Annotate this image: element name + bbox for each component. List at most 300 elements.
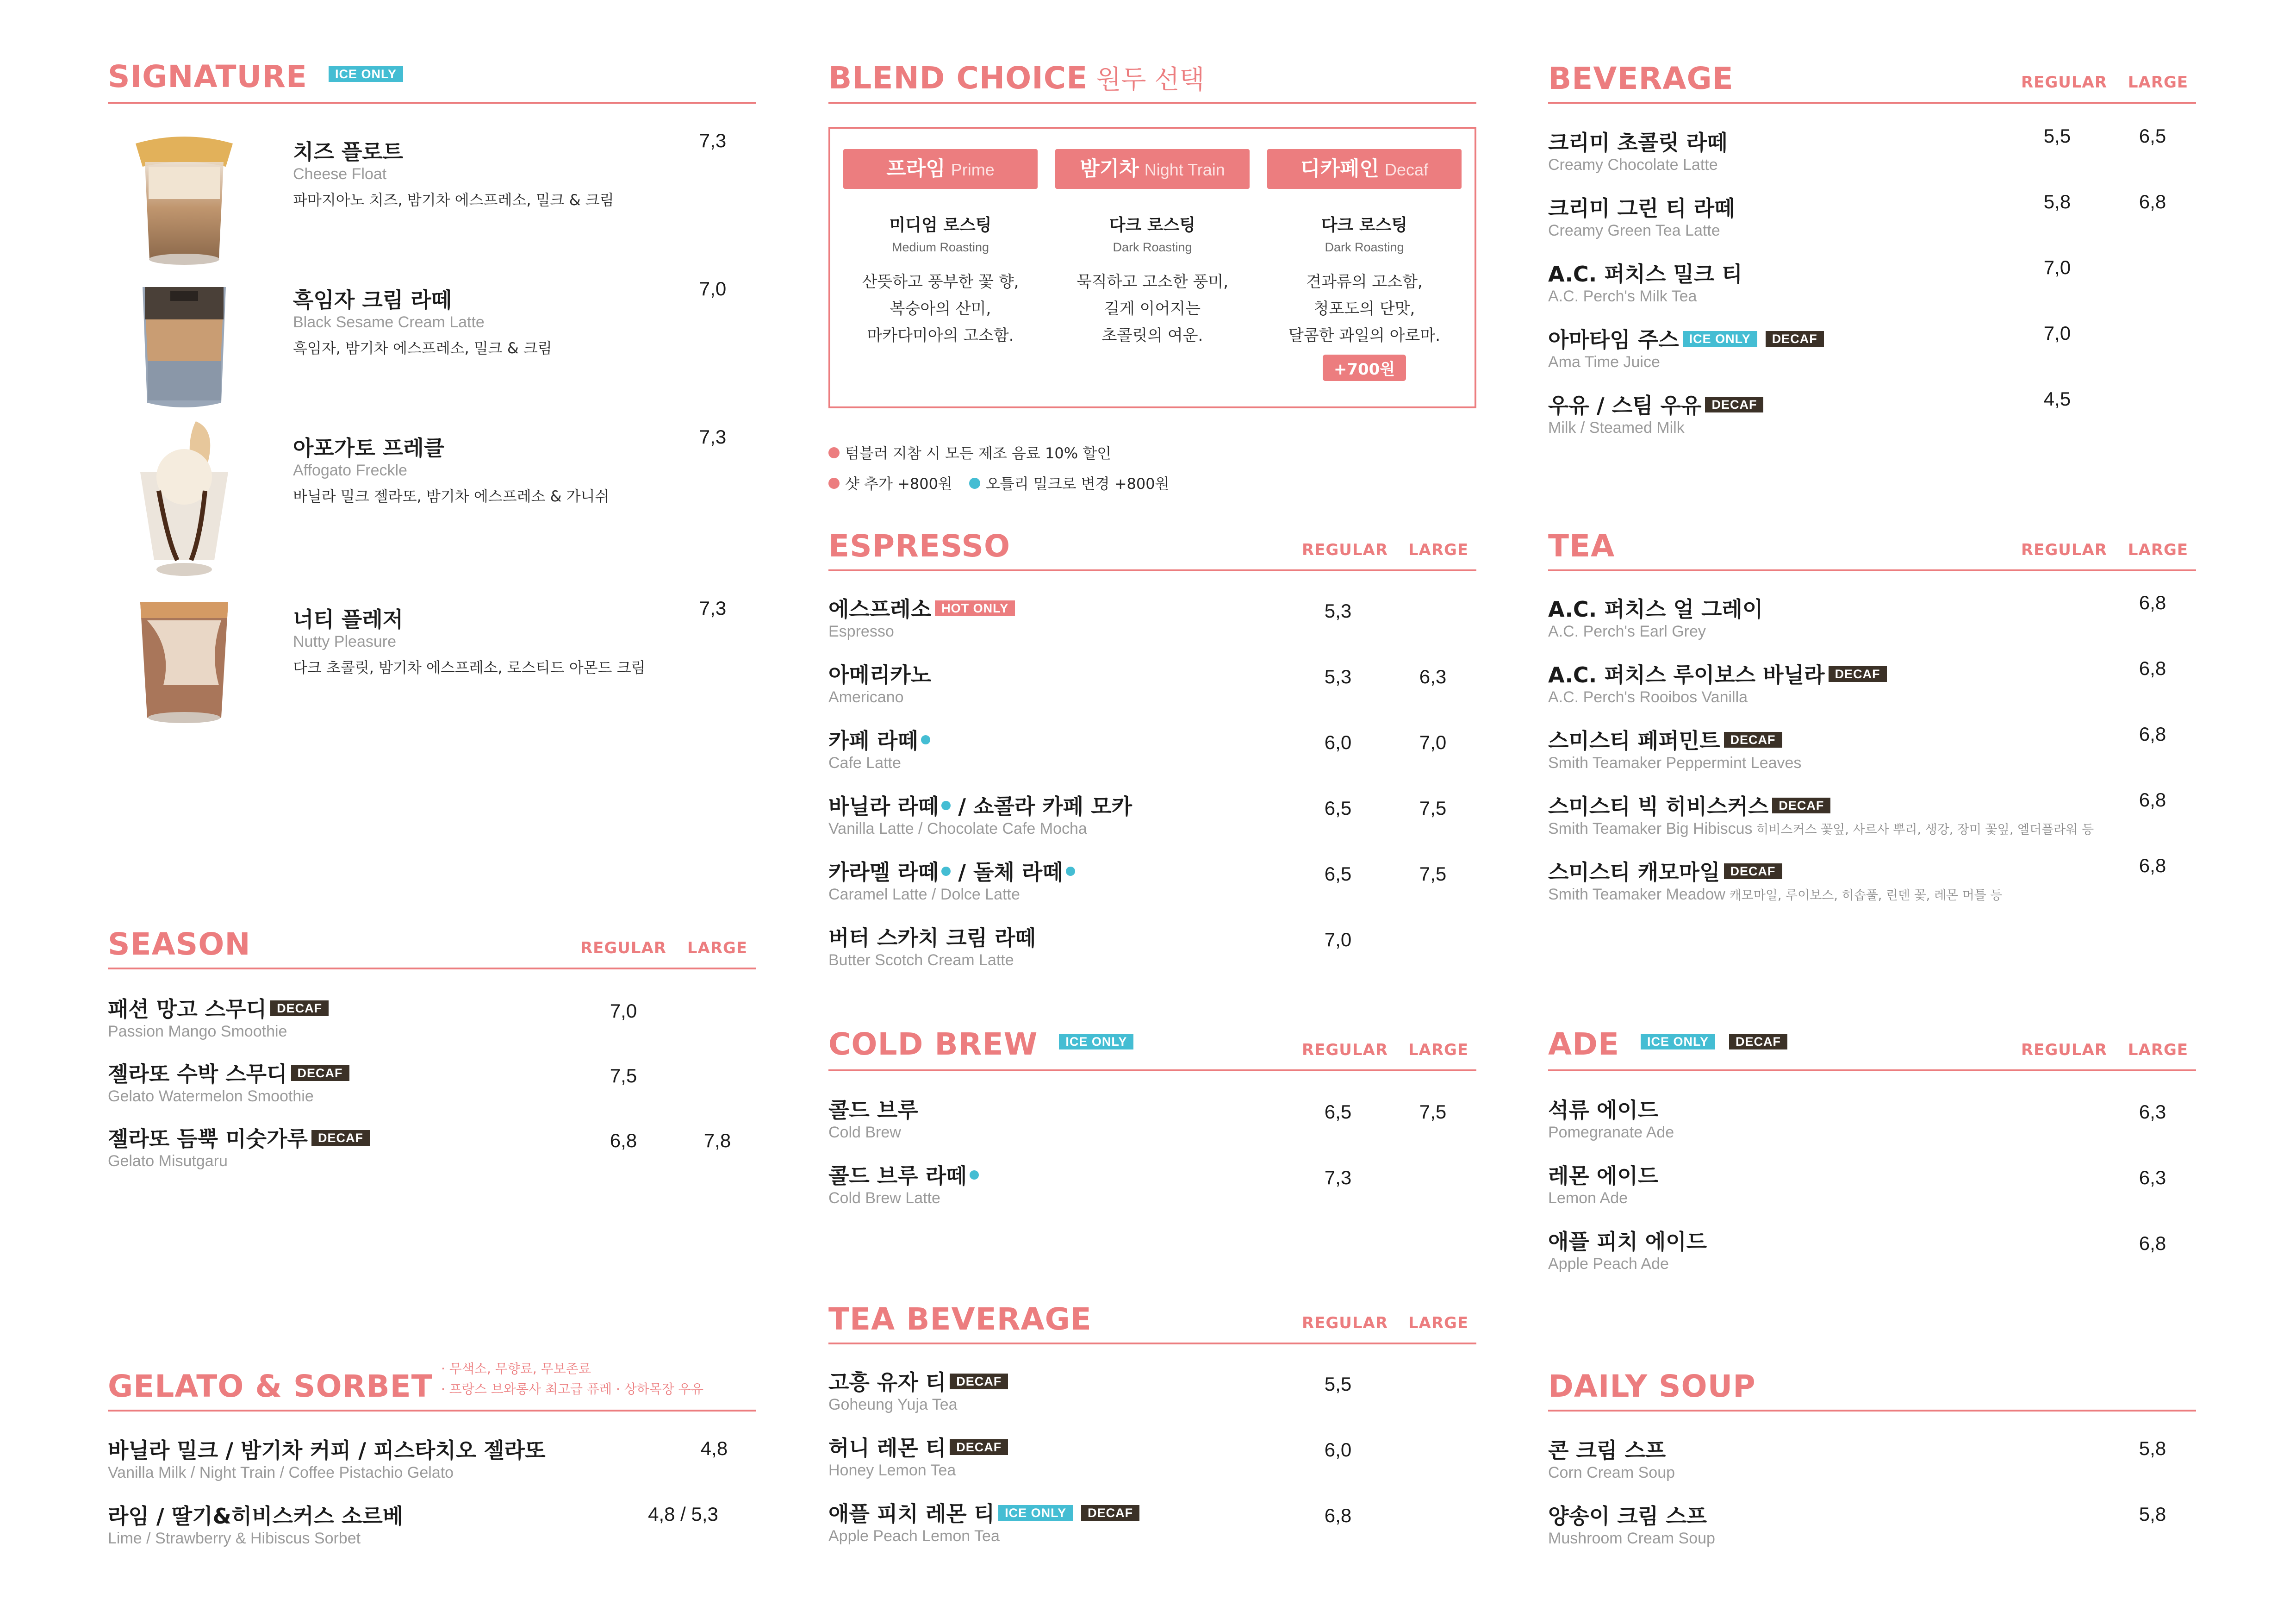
item-name: 바닐라 밀크 / 밤기차 커피 / 피스타치오 젤라또	[108, 1438, 546, 1463]
bean-label	[1055, 149, 1250, 189]
season-header	[108, 917, 756, 969]
regular-header: REGULAR	[2021, 73, 2108, 92]
item-name: 스미스티 페퍼민트	[1548, 728, 1720, 753]
signature-item	[108, 130, 756, 278]
section-title: SEASON	[108, 926, 251, 962]
item-name-line	[828, 1501, 1476, 1527]
section-cold-brew	[828, 1018, 1476, 1207]
regular-header: REGULAR	[1301, 1041, 1388, 1059]
regular-header: REGULAR	[580, 939, 667, 957]
item-english-name: Apple Peach Ade	[1548, 1255, 1669, 1273]
soup-item	[1548, 1437, 2196, 1482]
decaf-badge: DECAF	[950, 1374, 1008, 1389]
roast-level: 다크 로스팅	[1321, 216, 1408, 235]
season-item	[108, 1126, 756, 1170]
large-header: LARGE	[2128, 1041, 2189, 1059]
decaf-badge: DECAF	[1829, 666, 1887, 682]
beverage-item	[1548, 125, 2196, 174]
section-title: ESPRESSO	[828, 528, 1011, 564]
desc-line: 달콤한 과일의 아로마.	[1288, 326, 1441, 345]
section-title: TEA BEVERAGE	[828, 1301, 1092, 1337]
item-price: 7,3	[699, 130, 727, 151]
decaf-badge: DECAF	[1766, 331, 1824, 347]
desc-line: 견과류의 고소함,	[1306, 273, 1423, 291]
item-name: 젤라또 듬뿍 미숫가루	[108, 1126, 308, 1151]
item-price: 5,8	[2139, 1503, 2166, 1525]
bean-description	[843, 269, 1038, 349]
desc-line: 길게 이어지는	[1104, 300, 1201, 318]
item-english-name: Smith Teamaker Peppermint Leaves	[1548, 754, 1802, 772]
teabev-item	[828, 1369, 1476, 1414]
section-beverage	[1548, 51, 2196, 437]
signature-title: SIGNATURE	[108, 58, 307, 94]
roast-level-english: Medium Roasting	[891, 240, 989, 254]
espresso-item	[828, 728, 1476, 772]
espresso-item	[828, 596, 1476, 641]
item-english-name: Butter Scotch Cream Latte	[828, 951, 1014, 969]
price-large: 7,5	[1419, 797, 1447, 819]
item-english-name: Smith Teamaker Big Hibiscus	[1548, 820, 1753, 837]
item-name-line	[108, 1061, 756, 1087]
price-regular: 6,0	[1324, 731, 1352, 753]
price-regular: 7,3	[1324, 1167, 1352, 1188]
price-regular: 7,0	[1324, 929, 1352, 950]
signature-item	[108, 597, 756, 745]
price-regular: 5,8	[2043, 191, 2071, 212]
item-name: 카라멜 라떼	[828, 860, 939, 885]
gelato-item	[108, 1503, 756, 1548]
item-english-name: Milk / Steamed Milk	[1548, 419, 1685, 437]
bean-night-train	[1055, 149, 1250, 349]
price-regular: 7,5	[610, 1065, 637, 1087]
ice-only-badge: ICE ONLY	[1641, 1034, 1715, 1049]
gelato-header	[108, 1359, 756, 1412]
price-large: 7,8	[703, 1130, 731, 1151]
item-english-name: Honey Lemon Tea	[828, 1462, 956, 1479]
item-description: 흑임자, 밤기차 에스프레소, 밀크 & 크림	[293, 339, 552, 357]
soup-item	[1548, 1503, 2196, 1548]
section-tea	[1548, 518, 2196, 903]
item-name-line	[1548, 327, 2196, 353]
item-price: 7,0	[699, 278, 727, 300]
oatly-dot-icon	[1066, 867, 1075, 876]
item-name: 콘 크림 스프	[1548, 1438, 1666, 1463]
section-title	[828, 1026, 1133, 1064]
season-item	[108, 1061, 756, 1106]
espresso-item	[828, 662, 1476, 706]
beverage-item	[1548, 322, 2196, 371]
tumbler-discount-note: 텀블러 지참 시 모든 제조 음료 10% 할인	[845, 444, 1112, 462]
item-english-name: A.C. Perch's Milk Tea	[1548, 287, 1697, 305]
item-name: 치즈 플로트	[293, 139, 404, 164]
coldbrew-item	[828, 1163, 1476, 1207]
item-name: 석류 에이드	[1548, 1098, 1659, 1123]
item-english-line	[1548, 885, 2196, 905]
bean-english: Decaf	[1384, 160, 1429, 179]
bean-name: 밤기차	[1080, 157, 1139, 181]
item-name-line	[828, 1163, 1476, 1189]
nutty-pleasure-image	[126, 593, 242, 727]
item-name-line	[1548, 662, 2196, 688]
item-english-name: Cafe Latte	[828, 754, 901, 772]
desc-line: 묵직하고 고소한 풍미,	[1076, 273, 1229, 291]
section-title	[1548, 1026, 1787, 1064]
item-price: 6,8	[2139, 789, 2166, 811]
desc-line: 초콜릿의 여운.	[1101, 326, 1203, 345]
item-name: 패션 망고 스무디	[108, 997, 267, 1022]
beverage-item	[1548, 191, 2196, 240]
decaf-badge: DECAF	[1705, 397, 1763, 412]
item-name: 스미스티 빅 히비스커스	[1548, 794, 1769, 819]
item-name: 양송이 크림 스프	[1548, 1504, 1707, 1529]
desc-line: 복숭아의 산미,	[890, 300, 991, 318]
bean-prime	[843, 149, 1038, 349]
item-name: A.C. 퍼치스 밀크 티	[1548, 262, 1742, 287]
item-description: 다크 초콜릿, 밤기차 에스프레소, 로스티드 아몬드 크림	[293, 659, 646, 676]
section-daily-soup	[1548, 1359, 2196, 1547]
large-header: LARGE	[1408, 1041, 1469, 1059]
item-english-name: Ama Time Juice	[1548, 353, 1660, 371]
section-title: BEVERAGE	[1548, 61, 1734, 96]
section-title: GELATO & SORBET	[108, 1368, 433, 1404]
item-english-name: Pomegranate Ade	[1548, 1124, 1674, 1141]
decaf-badge: DECAF	[1081, 1505, 1139, 1521]
item-english-name: Creamy Chocolate Latte	[1548, 156, 1718, 174]
section-espresso	[828, 518, 1476, 969]
item-english-name: Lime / Strawberry & Hibiscus Sorbet	[108, 1530, 361, 1547]
large-header: LARGE	[687, 939, 748, 957]
coldbrew-header	[828, 1018, 1476, 1071]
teabev-item	[828, 1501, 1476, 1545]
item-name: 크리미 초콜릿 라떼	[1548, 130, 1728, 155]
roast-level-english: Dark Roasting	[1113, 240, 1192, 254]
item-name: 레몬 에이드	[1548, 1163, 1659, 1188]
espresso-item	[828, 859, 1476, 904]
item-price: 6,8	[2139, 657, 2166, 679]
item-name: A.C. 퍼치스 얼 그레이	[1548, 597, 1763, 622]
regular-header: REGULAR	[2021, 1041, 2108, 1059]
price-regular: 7,0	[2043, 256, 2071, 278]
item-ingredients: 히비스커스 꽃잎, 사르사 뿌리, 생강, 장미 꽃잎, 엘더플라워 등	[1752, 823, 2094, 837]
ice-only-badge: ICE ONLY	[1683, 331, 1757, 347]
tea-item	[1548, 723, 2196, 772]
item-price: 6,3	[2139, 1101, 2166, 1123]
decaf-badge: DECAF	[1772, 798, 1830, 813]
section-blend-choice	[828, 51, 1476, 493]
section-title	[828, 59, 1205, 96]
section-tea-beverage	[828, 1292, 1476, 1545]
price-regular: 7,0	[610, 1000, 637, 1022]
item-english-name: Vanilla Latte / Chocolate Cafe Mocha	[828, 820, 1087, 837]
item-name-line	[828, 596, 1476, 622]
item-name-second: / 돌체 라떼	[951, 860, 1063, 885]
item-english-name: Gelato Watermelon Smoothie	[108, 1087, 314, 1105]
decaf-extra-charge: +700원	[1323, 355, 1406, 381]
large-header: LARGE	[2128, 73, 2189, 92]
item-english-name: Americano	[828, 688, 904, 706]
oatly-dot-icon	[970, 1170, 979, 1180]
item-price: 5,8	[2139, 1437, 2166, 1459]
bean-label	[843, 149, 1038, 189]
soup-header	[1548, 1359, 2196, 1412]
item-english-name: Lemon Ade	[1548, 1189, 1628, 1207]
item-name: 아마타임 주스	[1548, 327, 1679, 352]
blend-title-kr: 원두 선택	[1096, 65, 1205, 95]
item-english-name: Cold Brew	[828, 1124, 901, 1141]
bean-english: Night Train	[1144, 160, 1225, 179]
item-english-name: Passion Mango Smoothie	[108, 1023, 287, 1040]
item-name-line	[1548, 728, 2196, 754]
item-english-name: A.C. Perch's Rooibos Vanilla	[1548, 688, 1748, 706]
item-name: 우유 / 스팀 우유	[1548, 393, 1702, 418]
oatly-dot-icon	[941, 801, 951, 810]
item-name: 버터 스카치 크림 라떼	[828, 925, 1036, 950]
item-name: 아메리카노	[828, 662, 932, 687]
item-name: 너티 플레저	[293, 607, 404, 632]
price-regular: 5,5	[2043, 125, 2071, 147]
item-name: A.C. 퍼치스 루이보스 바닐라	[1548, 662, 1825, 687]
blend-header	[828, 51, 1476, 104]
desc-line: 청포도의 단맛,	[1313, 300, 1415, 318]
item-english-name: Affogato Freckle	[293, 462, 407, 479]
large-header: LARGE	[1408, 541, 1469, 559]
price-large: 7,0	[1419, 731, 1447, 753]
item-english-name: Espresso	[828, 623, 894, 640]
decaf-badge: DECAF	[950, 1439, 1008, 1455]
decaf-badge: DECAF	[1724, 863, 1782, 879]
item-name-line	[108, 1126, 756, 1152]
tea-header	[1548, 518, 2196, 571]
tea-item	[1548, 657, 2196, 706]
bean-description	[1055, 269, 1250, 349]
item-name: 카페 라떼	[828, 728, 918, 753]
season-item	[108, 996, 756, 1041]
tea-item	[1548, 855, 2196, 905]
signature-item	[108, 426, 756, 597]
beverage-item	[1548, 388, 2196, 437]
price-regular: 5,3	[1324, 600, 1352, 622]
beverage-header	[1548, 51, 2196, 104]
affogato-freckle-image	[126, 421, 242, 583]
black-sesame-latte-image	[126, 278, 242, 412]
item-name: 스미스티 캐모마일	[1548, 860, 1720, 885]
bean-label	[1267, 149, 1462, 189]
ade-item	[1548, 1229, 2196, 1273]
price-regular: 5,3	[1324, 666, 1352, 687]
ade-item	[1548, 1163, 2196, 1207]
item-english-name: Caramel Latte / Dolce Latte	[828, 886, 1020, 903]
espresso-item	[828, 925, 1476, 969]
blend-box	[828, 127, 1476, 408]
item-price: 7,3	[699, 597, 727, 619]
section-gelato	[108, 1359, 756, 1547]
item-english-name: Black Sesame Cream Latte	[293, 313, 485, 331]
decaf-badge: DECAF	[270, 1000, 329, 1016]
item-name: 애플 피치 레몬 티	[828, 1501, 995, 1526]
section-title	[108, 59, 403, 96]
item-price: 7,3	[699, 426, 727, 448]
gelato-item	[108, 1437, 756, 1482]
price-large: 6,8	[2139, 191, 2166, 212]
price-regular: 4,5	[2043, 388, 2071, 410]
price-regular: 5,5	[1324, 1373, 1352, 1395]
ice-only-badge: ICE ONLY	[1059, 1034, 1133, 1049]
item-english-name: Cold Brew Latte	[828, 1189, 940, 1207]
price-large: 7,5	[1419, 863, 1447, 885]
bullet-icon	[969, 478, 980, 489]
decaf-badge: DECAF	[291, 1065, 349, 1081]
item-description: 파마지아노 치즈, 밤기차 에스프레소, 밀크 & 크림	[293, 191, 614, 209]
section-ade	[1548, 1018, 2196, 1273]
item-english-name: Vanilla Milk / Night Train / Coffee Pistachio Gelato	[108, 1464, 454, 1481]
tea-item	[1548, 592, 2196, 641]
item-english-name: Nutty Pleasure	[293, 633, 396, 650]
gelato-note-1: · 무색소, 무향료, 무보존료	[441, 1361, 591, 1376]
item-ingredients: 캐모마일, 루이보스, 히솝풀, 린덴 꽃, 레몬 머틀 등	[1725, 888, 2003, 903]
coldbrew-item	[828, 1097, 1476, 1142]
ice-only-badge: ICE ONLY	[998, 1505, 1073, 1521]
item-price: 6,8	[2139, 1232, 2166, 1254]
item-name: 콜드 브루 라떼	[828, 1163, 967, 1188]
beverage-item	[1548, 256, 2196, 306]
item-price: 4,8 / 5,3	[648, 1503, 718, 1525]
item-name-second: / 쇼콜라 카페 모카	[951, 794, 1132, 819]
item-name: 콜드 브루	[828, 1098, 918, 1123]
ade-header	[1548, 1018, 2196, 1071]
ade-title: ADE	[1548, 1026, 1619, 1062]
teabev-item	[828, 1435, 1476, 1480]
item-name-line	[828, 859, 1476, 885]
teabev-header	[828, 1292, 1476, 1344]
signature-header	[108, 51, 756, 104]
item-english-name: Apple Peach Lemon Tea	[828, 1527, 1000, 1545]
price-regular: 6,8	[610, 1130, 637, 1151]
oatly-milk-note: 오틀리 밀크로 변경 +800원	[985, 475, 1170, 493]
oatly-dot-icon	[921, 735, 930, 744]
item-name: 고흥 유자 티	[828, 1370, 946, 1395]
desc-line: 마카다미아의 고소함.	[867, 326, 1014, 345]
shot-add-note: 샷 추가 +800원	[845, 475, 952, 493]
item-name-line	[828, 728, 1476, 754]
bullet-icon	[828, 447, 840, 458]
gelato-note-2: · 프랑스 브와롱사 최고급 퓨레 · 상하목장 우유	[441, 1381, 703, 1397]
item-price: 4,8	[700, 1437, 728, 1459]
item-name: 바닐라 라떼	[828, 794, 939, 819]
item-price: 6,8	[2139, 592, 2166, 613]
price-large: 6,5	[2139, 125, 2166, 147]
item-name: 라임 / 딸기&히비스커스 소르베	[108, 1504, 404, 1529]
price-regular: 6,5	[1324, 863, 1352, 885]
coldbrew-title: COLD BREW	[828, 1026, 1038, 1062]
signature-tags	[325, 57, 403, 93]
item-name: 애플 피치 에이드	[1548, 1229, 1707, 1254]
cheese-float-image	[126, 134, 242, 269]
item-english-name: Cheese Float	[293, 165, 387, 183]
oatly-dot-icon	[941, 867, 951, 876]
section-season	[108, 917, 756, 1170]
price-regular: 6,0	[1324, 1439, 1352, 1461]
item-english-name: Goheung Yuja Tea	[828, 1396, 958, 1413]
item-name-line	[1548, 393, 2196, 418]
espresso-header	[828, 518, 1476, 571]
roast-level-english: Dark Roasting	[1325, 240, 1404, 254]
section-title: DAILY SOUP	[1548, 1368, 1756, 1404]
price-large: 7,5	[1419, 1101, 1447, 1123]
blend-note	[828, 472, 1170, 493]
item-english-line	[1548, 819, 2196, 839]
roast-level: 다크 로스팅	[1109, 216, 1196, 235]
price-regular: 6,5	[1324, 1101, 1352, 1123]
item-price: 6,8	[2139, 855, 2166, 876]
hot-only-badge: HOT ONLY	[935, 600, 1015, 616]
desc-line: 산뜻하고 풍부한 꽃 향,	[862, 273, 1019, 291]
ade-tags	[1637, 1024, 1787, 1060]
item-name: 흑임자 크림 라떼	[293, 287, 452, 312]
regular-header: REGULAR	[1301, 1314, 1388, 1332]
item-description: 바닐라 밀크 젤라또, 밤기차 에스프레소 & 가니쉬	[293, 487, 610, 505]
large-header: LARGE	[2128, 541, 2189, 559]
item-name-line	[828, 793, 1476, 819]
decaf-badge: DECAF	[311, 1130, 370, 1146]
gelato-notes	[441, 1359, 703, 1399]
item-name-line	[108, 996, 756, 1022]
item-name: 허니 레몬 티	[828, 1436, 946, 1461]
item-name: 크리미 그린 티 라떼	[1548, 196, 1735, 221]
item-english-name: Smith Teamaker Meadow	[1548, 886, 1725, 903]
item-name: 젤라또 수박 스무디	[108, 1062, 287, 1087]
item-name-line	[1548, 793, 2196, 819]
price-regular: 6,5	[1324, 797, 1352, 819]
price-regular: 6,8	[1324, 1505, 1352, 1526]
regular-header: REGULAR	[1301, 541, 1388, 559]
item-price: 6,3	[2139, 1167, 2166, 1188]
bean-english: Prime	[951, 160, 995, 179]
bean-description	[1267, 269, 1462, 349]
blend-note	[828, 442, 1111, 463]
regular-header: REGULAR	[2021, 541, 2108, 559]
item-english-name: Mushroom Cream Soup	[1548, 1530, 1715, 1547]
item-price: 6,8	[2139, 723, 2166, 745]
item-english-name: A.C. Perch's Earl Grey	[1548, 623, 1706, 640]
price-large: 6,3	[1419, 666, 1447, 687]
ade-item	[1548, 1097, 2196, 1142]
item-name-line	[828, 1435, 1476, 1461]
item-name: 에스프레소	[828, 597, 932, 622]
blend-title: BLEND CHOICE	[828, 60, 1088, 96]
signature-item	[108, 278, 756, 426]
large-header: LARGE	[1408, 1314, 1469, 1332]
price-regular: 7,0	[2043, 322, 2071, 344]
tea-item	[1548, 789, 2196, 839]
roast-level: 미디엄 로스팅	[889, 216, 992, 235]
item-name-line	[828, 1369, 1476, 1395]
item-english-name: Corn Cream Soup	[1548, 1464, 1675, 1481]
bean-decaf	[1267, 149, 1462, 381]
section-signature	[108, 51, 756, 676]
bean-name: 프라임	[886, 157, 946, 181]
decaf-badge: DECAF	[1729, 1034, 1787, 1049]
coldbrew-tags	[1055, 1024, 1133, 1060]
espresso-item	[828, 793, 1476, 838]
item-name-line	[1548, 859, 2196, 885]
decaf-badge: DECAF	[1724, 732, 1782, 748]
ice-only-badge: ICE ONLY	[329, 66, 403, 82]
item-english-name: Gelato Misutgaru	[108, 1152, 228, 1170]
bean-name: 디카페인	[1300, 157, 1379, 181]
item-name: 아포가토 프레클	[293, 436, 445, 461]
section-title: TEA	[1548, 528, 1615, 564]
item-english-name: Creamy Green Tea Latte	[1548, 222, 1720, 239]
